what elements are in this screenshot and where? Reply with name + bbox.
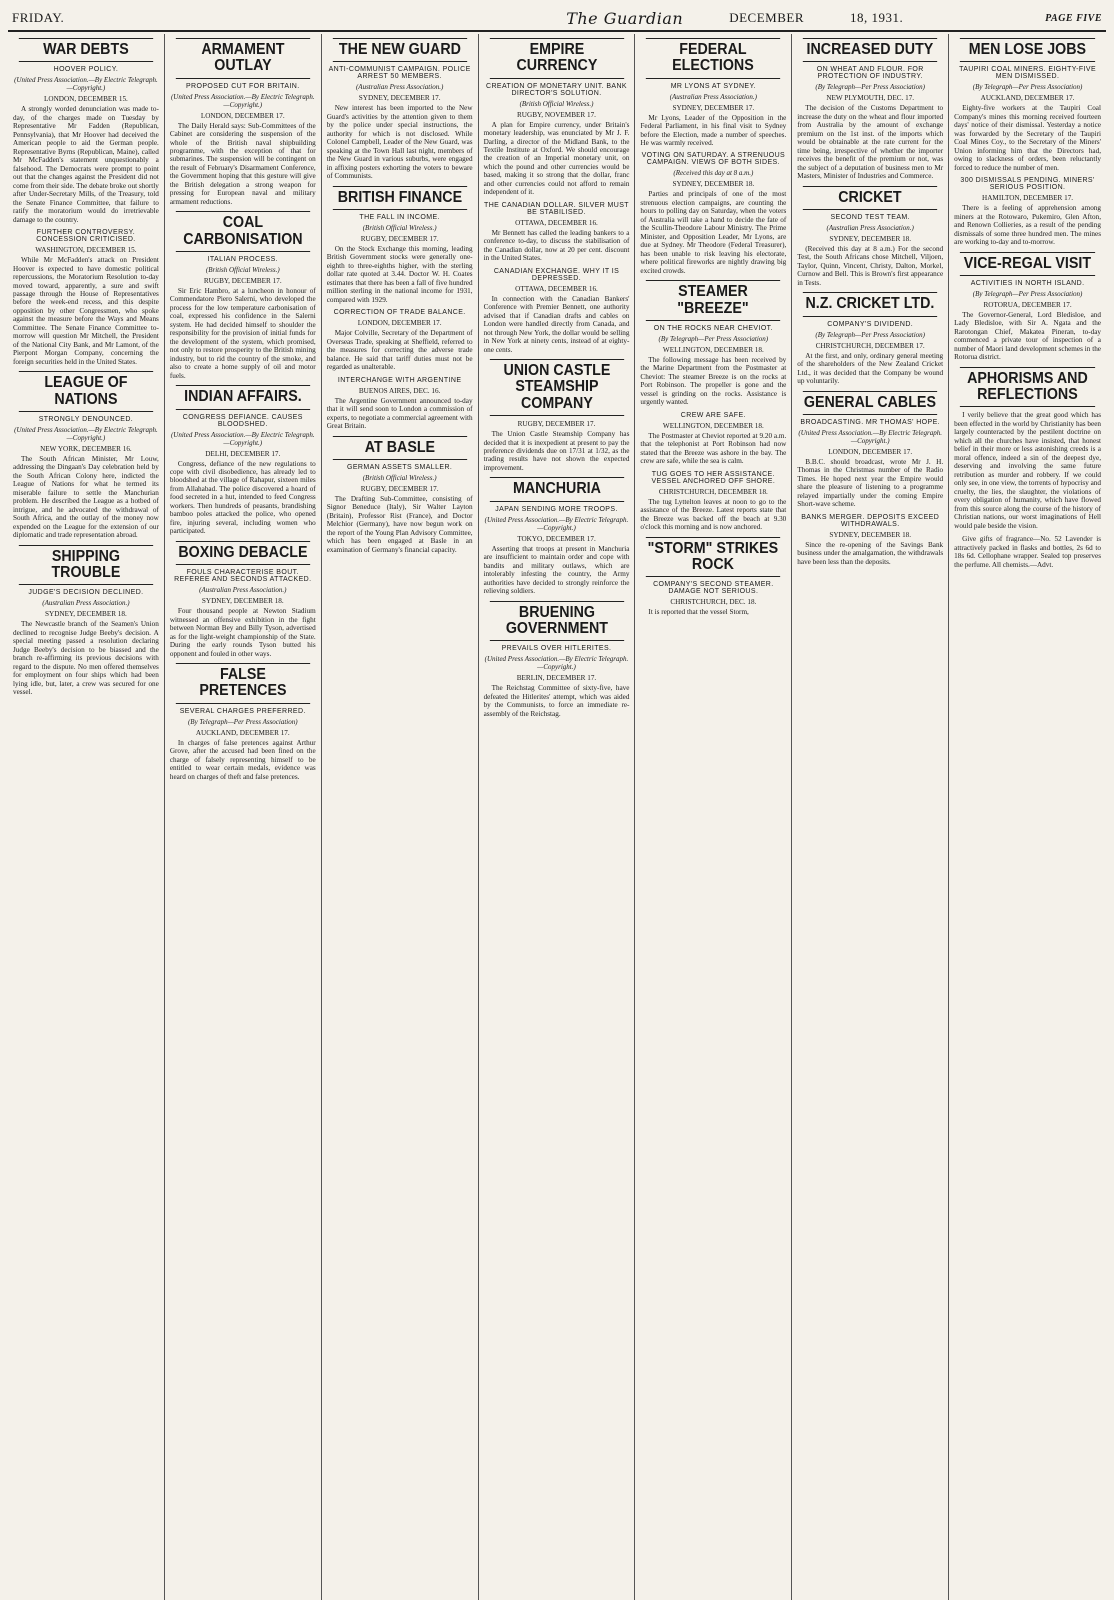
article [170,385,316,536]
article-body: It is reported that the vessel Storm, [648,608,749,617]
article-headline: THE NEW GUARD [333,38,467,62]
article-body: At the first, and only, ordinary general meeting of the shareholders of the New Zealand Cricket Ltd., it was decided that the Company be wound up voluntarily. [797,351,944,386]
article-body: A strongly worded denunciation was made to-day, of the charges made on Tuesday by Representative Mr Fadden (Republican, Pennsylvania), that Mr Hoover had deceived the American people to aid the German people. Representative Byrns (Republican, Maine), called Mr McFadden's statement unquestionably a falsehood. The Democrats were prompt to point out that the changes against the President did not come from their side. The debate broke out shortly after Under-Secretary Mills, of the Treasury, told the Senate Finance Committee, that failure to ratify the moratorium would do irretrievable damage to the country. [13,105,159,224]
article-body: There is a feeling of apprehension among miners at the Rotowaro, Pukemiro, Glen Afton, and Renown Collieries, as a result of the pending dismissals of some three hundred men. The mines are working to-day and to-morrow. [954,204,1101,247]
article-body: A plan for Empire currency, under Britain's monetary leadership, was enunciated by Mr J. F. Darling, a director of the Midland Bank, to the Textile Institute at Oxford. We should encourage the creation of an Imperial monetary unit, on which the pound and other currencies would be based, making it so strong that the dollar, franc and other currencies could not afford to remain independent of it. [483,120,630,197]
article-dateline: LONDON, DECEMBER 17. [828,447,913,456]
article-deck: BANKS MERGER. DEPOSITS EXCEED WITHDRAWALS. [801,513,940,528]
article-deck: ITALIAN PROCESS. [207,255,278,263]
article-dateline: SYDNEY, DECEMBER 17. [358,94,441,103]
article-deck: BROADCASTING. MR THOMAS' HOPE. [800,418,941,426]
article-dateline: LONDON, DECEMBER 17. [357,319,442,328]
article-deck: TUG GOES TO HER ASSISTANCE. VESSEL ANCHORED OFF SHORE. [651,470,776,485]
article-source: (Australian Press Association.) [826,223,914,232]
article-source: (By Telegraph—Per Press Association) [658,334,769,343]
article-body: B.B.C. should broadcast, wrote Mr J. H. Thomas in the Christmas number of the Radio Times. He hoped next year the Empire would share the pleasure of listening to a programme relayed impartially under the coming Empire Short-wave scheme. [797,457,944,509]
article-body: The Newcastle branch of the Seamen's Union declined to recognise Judge Beeby's decision. A special meeting passed a resolution declaring Judge Beeby's decision to be biassed and the branch re-affirming its previous decisions with regard to the dispute. No men offered themselves for employment on four ships which had been lying idle, but, later, a crew was secured for one vessel. [13,620,159,697]
article-dateline: CHRISTCHURCH, DEC. 18. [670,598,757,607]
article-source: (Australian Press Association.) [199,586,287,595]
article-source: (Australian Press Association.) [669,92,757,101]
article-headline: GENERAL CABLES [803,391,937,415]
article [640,412,786,466]
article [170,541,316,658]
article-deck: INTERCHANGE WITH ARGENTINE [337,376,462,384]
article-deck: 300 DISMISSALS PENDING. MINERS' SERIOUS POSITION. [960,177,1095,192]
article-source: (By Telegraph—Per Press Association) [815,330,925,339]
article [640,152,786,275]
article-body: The Governor-General, Lord Bledisloe, and Lady Bledisloe, with Sir A. Ngata and the Rarotongan Chief, Makatea Pineran, to-day commenced a private tour of inspection of a number of Maori land development schemes in the Rotorua district. [954,310,1101,362]
article-body: The tug Lyttelton leaves at noon to go to the assistance of the Breeze. Latest reports state that the Breeze was backed off the beach at 9.30 o'clock this morning and is now anchored. [640,497,787,532]
article-dateline: OTTAWA, DECEMBER 16. [515,284,598,293]
article-body: Parties and principals of one of the most strenuous election campaigns, are counting the hours to polling day on Saturday, when the voters of Australia will take a hand to decide the fate of the Scullin-Theodore Labour Ministry. The Prime Minister, and Opposition Leader, Mr Lyons, are due at Sydney. Mr Theodore (Federal Treasurer), has been unable to risk leaving his electorate, where political fireworks are nightly drawing big excited crowds. [640,190,787,275]
article-dateline: RUGBY, DECEMBER 17. [360,484,439,493]
article-headline: INCREASED DUTY [803,38,937,62]
article-dateline: LONDON, DECEMBER 15. [43,95,128,104]
article-dateline: BERLIN, DECEMBER 17. [516,674,597,683]
masthead-month: DECEMBER [729,10,804,25]
article-dateline: CHRISTCHURCH, DECEMBER 17. [815,341,925,350]
article-source: (By Telegraph—Per Press Association) [972,289,1083,298]
masthead-page-number: PAGE FIVE [1045,12,1102,24]
article-source: (British Official Wireless.) [362,223,437,232]
article-dateline: WELLINGTON, DECEMBER 18. [662,421,764,430]
article [954,367,1101,530]
article-body: The Drafting Sub-Committee, consisting of Signor Beneduce (Italy), Sir Walter Layton (Britain), Professor Rist (France), and Doctor Melchior (Germany), have now begun work on the report of the Young Plan Advisory Committee, which has been engaged at Basle in an examination of Germany's financial capacity. [326,494,473,554]
article-deck: SECOND TEST TEAM. [830,213,910,221]
article-dateline: SYDNEY, DECEMBER 18. [829,234,912,243]
article-dateline: SYDNEY, DECEMBER 18. [829,530,912,539]
article [327,309,473,371]
masthead-date: 18, 1931. [850,10,904,25]
column-4 [479,34,636,1600]
article-source: (United Press Association.—By Electric Telegraph.—Copyright.) [14,76,158,93]
column-3 [322,34,479,1600]
article [170,211,316,380]
article-headline: BRITISH FINANCE [333,186,467,210]
article-body: Give gifts of fragrance—No. 52 Lavender is attractively packed in flasks and bottles, 2s 6d to 18s 6d. Cellophane wrapper. Sealed top preserves the perfume. All chemists.—Advt. [954,535,1101,569]
article-source: (Received this day at 8 a.m.) [673,169,754,178]
article-source: (By Telegraph—Per Press Association) [815,83,925,92]
article-headline: MEN LOSE JOBS [960,38,1095,62]
article-source: (British Official Wireless.) [362,473,437,482]
article-body: The following message has been received by the Marine Department from the Postmaster at Cheviot: The steamer Breeze is on the rocks at Port Robinson. The propeller is gone and the vessel is grinding on the rocks. Assistance is urgently wanted. [640,355,787,407]
article-body: In charges of false pretences against Arthur Grove, after the accused had been fined on the charge of falsely representing himself to be entitled to wear certain medals, evidence was heard on charges of theft and false pretences. [169,738,316,781]
article-headline: MANCHURIA [489,477,623,501]
article-headline: VICE-REGAL VISIT [960,252,1095,276]
article [640,280,786,406]
article [13,229,159,366]
article-source: (United Press Association.—By Electric Telegraph.—Copyright.) [170,430,315,447]
article [954,177,1101,246]
article [954,535,1101,569]
article-dateline: OTTAWA, DECEMBER 16. [515,218,598,227]
article [484,477,630,595]
article-headline: ARMAMENT OUTLAY [176,38,310,79]
article-body: The Postmaster at Cheviot reported at 9.20 a.m. that the telephonist at Port Robinson had now stated that the Breeze was ashore in the bay. The crew are safe, while the sea is calm. [640,431,787,466]
masthead-paper-title: The Guardian [566,8,684,28]
article-source: (United Press Association.—By Electric Telegraph.—Copyright.) [484,655,629,672]
article-deck: COMPANY'S SECOND STEAMER. DAMAGE NOT SERIOUS. [653,581,774,596]
article-deck: FURTHER CONTROVERSY. CONCESSION CRITICISED. [36,229,136,244]
masthead-day: FRIDAY. [12,10,65,25]
article-source: (United Press Association.—By Electric Telegraph.—Copyright.) [14,425,158,442]
article-headline: N.Z. CRICKET LTD. [803,292,937,316]
column-7 [949,34,1106,1600]
article-dateline: TOKYO, DECEMBER 17. [517,534,596,543]
article-deck: ACTIVITIES IN NORTH ISLAND. [970,279,1085,287]
article-source: (United Press Association.—By Electric Telegraph.—Copyright.) [484,515,629,532]
article-source: (United Press Association.—By Electric Telegraph.—Copyright.) [798,428,943,445]
article-body: The Union Castle Steamship Company has decided that it is inexpedient at present to pay the preference dividends due on 17/31 at 1/32, as the trading results have not shown the expected improvement. [483,430,630,472]
article [170,663,316,781]
article-headline: CRICKET [803,186,937,210]
article [327,38,473,181]
article [13,545,159,697]
article-headline: LEAGUE OF NATIONS [19,371,153,412]
article-deck: MR LYONS AT SYDNEY. [670,82,756,90]
article-deck: THE CANADIAN DOLLAR. SILVER MUST BE STABILISED. [484,201,629,216]
article-deck: HOOVER POLICY. [53,66,119,74]
article-deck: SEVERAL CHARGES PREFERRED. [179,707,306,715]
article-deck: CANADIAN EXCHANGE. WHY IT IS DEPRESSED. [493,267,620,282]
article-deck: FOULS CHARACTERISE BOUT. REFEREE AND SECONDS ATTACKED. [174,569,312,584]
article-dateline: RUGBY, DECEMBER 17. [517,420,596,429]
article-dateline: SYDNEY, DECEMBER 18. [45,610,127,619]
article-body: Major Colville, Secretary of the Department of Overseas Trade, speaking at Sheffield, referred to the measures for correcting the adverse trade balance. He said that tariff duties must not be regarded as unalterable. [326,329,473,372]
article [484,359,630,472]
article-headline: WAR DEBTS [19,38,153,62]
column-grid [8,34,1106,1600]
article-deck: CREW ARE SAFE. [680,411,746,419]
article-dateline: NEW PLYMOUTH, DEC. 17. [826,94,915,103]
column-5 [635,34,792,1600]
article-deck: PREVAILS OVER HITLERITES. [501,645,612,653]
article-deck: PROPOSED CUT FOR BRITAIN. [185,82,300,90]
article-body: On the Stock Exchange this morning, leading British Government stocks were generally one-eighth to three-eighths higher, with the sterling dollar rate quoted at 3.44. Doctor W. H. Coates estimates that there has been a fall of five hundred million sterling in the national income for 1931, compared with 1929. [326,244,473,304]
article [13,371,159,539]
article-body: Sir Eric Hambro, at a luncheon in honour of Commendatore Piero Salerni, who developed the process for the low temperature carbonisation of coal, expressed his confidence in the Salerni system. He had decided himself to shoulder the responsibility for the provision of initial funds for the development of the system, which promised, not only to restore prosperity to the British mining industry, but to rid the country of the smoke, and also to create a home supply of oil and motor fuels. [169,286,316,380]
article-body: (Received this day at 8 a.m.) For the second Test, the South Africans chose Mitchell, Viljoen, Taylor, Quinn, Vincent, Christy, Dalton, Morkel, Curnow and Bell. This is Brown's first appearance in Tests. [797,244,944,287]
column-1 [8,34,165,1600]
article-headline: FEDERAL ELECTIONS [646,38,780,79]
article-body: Four thousand people at Newton Stadium witnessed an offensive exhibition in the fight between Norman Bey and Billy Tyson, advertised as for the light-weight championship of the State. During the early rounds Tyson butted his opponent and fouled in other ways. [169,607,316,658]
article [484,38,630,197]
article-dateline: BUENOS AIRES, DEC. 16. [358,386,441,395]
article-dateline: AUCKLAND, DECEMBER 17. [195,728,290,737]
article-deck: ON WHEAT AND FLOUR. FOR PROTECTION OF INDUSTRY. [816,66,924,81]
article-source: (By Telegraph—Per Press Association) [972,83,1083,92]
article [170,38,316,206]
article-headline: AT BASLE [333,436,467,460]
article-headline: SHIPPING TROUBLE [19,545,153,586]
article-deck: TAUPIRI COAL MINERS. EIGHTY-FIVE MEN DISMISSED. [959,66,1097,81]
article-dateline: RUGBY, DECEMBER 17. [360,234,439,243]
article [797,38,943,181]
article-deck: GERMAN ASSETS SMALLER. [346,463,453,471]
article-dateline: SYDNEY, DECEMBER 17. [672,103,755,112]
article [797,292,943,385]
article-dateline: RUGBY, NOVEMBER 17. [517,110,596,119]
article-headline: STEAMER "BREEZE" [646,280,780,321]
article [484,202,630,263]
article-dateline: NEW YORK, DECEMBER 16. [40,444,132,453]
article-dateline: CHRISTCHURCH, DECEMBER 18. [658,487,768,496]
article-source: (United Press Association.—By Electric Telegraph.—Copyright.) [170,92,315,109]
article-headline: BOXING DEBACLE [176,541,310,565]
article-deck: JUDGE'S DECISION DECLINED. [28,589,144,597]
article-dateline: HAMILTON, DECEMBER 17. [982,194,1074,203]
article-headline: UNION CASTLE STEAMSHIP COMPANY [489,359,623,416]
article-deck: CREATION OF MONETARY UNIT. BANK DIRECTOR'S SOLUTION. [485,82,627,97]
article [640,537,786,617]
article-headline: COAL CARBONISATION [176,211,310,252]
article [797,514,943,566]
article-dateline: RUGBY, DECEMBER 17. [203,276,282,285]
article-deck: THE FALL IN INCOME. [359,213,440,221]
masthead-center [566,9,903,28]
article-body: While Mr McFadden's attack on President Hoover is expected to have domestic political repercussions, the Moratorium Resolution to-day moved toward, apparently, a sure and swift passage through the House of Representatives before the week-end recess, and this despite opposition by other Congressmen, who spoke against the measure before the Ways and Means Committee. The Senate Finance Committee to-morrow will question Mr Mitchell, the President of the National City Bank, and Mr Lamont, of the Pierpont Morgan Company, concerning the foreign securities held in the United States. [13,256,159,366]
article-body: The Reichstag Committee of sixty-five, have defeated the Hitlerites' attempt, which was aided by the Communists, to force an immediate re-assembly of the Reichstag. [483,684,630,718]
article-source: (By Telegraph—Per Press Association) [187,717,298,726]
article-body: Mr Bennett has called the leading bankers to a conference to-day, to discuss the stabilisation of the Canadian dollar, now at 20 per cent. discount in the United States. [483,228,630,263]
article-body: Mr Lyons, Leader of the Opposition in the Federal Parliament, in his final visit to Sydney before the Election, made a number of speeches. He was warmly received. [640,113,787,147]
article-source: (Australian Press Association.) [355,83,444,92]
article-deck: ANTI-COMMUNIST CAMPAIGN. POLICE ARREST 50 MEMBERS. [328,66,471,81]
article-source: (British Official Wireless.) [205,265,280,274]
article-body: The Argentine Government announced to-day that it will send soon to London a commission of experts, to negotiate a commercial agreement with Great Britain. [326,396,473,431]
article-body: Congress, defiance of the new regulations to cope with civil disobedience, has already led to bloodshed at the village of Rahapur, sixteen miles from Allahabad. The police discovered a hoard of food secreted in a hut, intended to feed Congress workers. Then hundreds of peasants, brandishing bamboo poles attacked the police, who opened fire, injuring several, including women who participated. [169,459,316,536]
article-headline: "STORM" STRIKES ROCK [646,537,780,578]
article-deck: STRONGLY DENOUNCED. [38,415,134,423]
article [13,38,159,224]
article-headline: APHORISMS AND REFLECTIONS [960,367,1095,408]
article [327,186,473,305]
column-6 [792,34,949,1600]
article-deck: CORRECTION OF TRADE BALANCE. [333,309,466,317]
article [327,436,473,555]
masthead [8,6,1106,32]
article [640,471,786,532]
article-body: Eighty-five workers at the Taupiri Coal Company's mines this morning received fourteen days' notice of their dismissal. Yesterday a notice was forwarded by the Secretary of the Taupiri Coal Mines Coy., to the Secretary of the Miners' Union informing him that the Directors had, owing to slackness of orders, been reluctantly forced to reduce the number of men. [954,104,1101,172]
article-body: Asserting that troops at present in Manchuria are insufficient to maintain order and cope with bandits and military outlaws, which are intolerably infesting the country, the Army authorities have decided to strongly reinforce the relieving soldiers. [483,544,630,596]
article-dateline: AUCKLAND, DECEMBER 17. [980,94,1075,103]
article-body: In connection with the Canadian Bankers' Conference with Premier Bennett, one authority advised that if Canadian drafts and cables on London were handled directly from Canada, and not through New York, the dollar would be selling in New York at ninety cents, instead of at eighty-one cents. [483,294,630,354]
article-deck: ON THE ROCKS NEAR CHEVIOT. [653,324,773,332]
article-body: The South African Minister, Mr Louw, addressing the Dingaan's Day celebration held by the South African Colony here, indicted the League of Nations for what he termed its miserable failure to settle the Manchurian problem. He described the League as a hotbed of intrigue, and he advocated the withdrawal of South Africa, and the outlay of the money now expended on the League for the extension of our diplomatic and trade representation abroad. [13,454,159,540]
article-dateline: SYDNEY, DECEMBER 18. [672,180,755,189]
article [797,391,943,509]
article [954,38,1101,172]
article-dateline: WASHINGTON, DECEMBER 15. [35,246,137,255]
article [954,252,1101,362]
article-body: New interest has been imported to the New Guard's activities by the attention given to them by the police under special instructions, the authority for which is not disclosed. While Colonel Campbell, Leader of the New Guard, was speaking at the Town Hall last night, members of the New Guard in various suburbs, were engaged in affixing posters exhorting the voters to beware of Communists. [326,104,473,181]
article-source: (Australian Press Association.) [42,599,130,608]
article-source: (British Official Wireless.) [519,99,594,108]
article-deck: VOTING ON SATURDAY. A STRENUOUS CAMPAIGN. VIEWS OF BOTH SIDES. [641,152,786,167]
column-2 [165,34,322,1600]
article-body: I verily believe that the great good which has been effected in the world by Christianity has been largely counteracted by the pestilent doctrine on which all the churches have insisted, that honest belief in their more or less astonishing creeds is a moral offence, indeed a sin of the deepest dye, deserving and involving the same future retribution as murder and robbery. If we could only see, in one view, the torrents of hypocrisy and cruelty, the lies, the slaughter, the violations of every obligation of humanity, which have flowed from this source along the course of the history of Christian nations, our worst imaginations of Hell would pale beside the vision. [954,411,1101,530]
article-body: Since the re-opening of the Savings Bank business under the amalgamation, the withdrawals have been less than the deposits. [797,540,944,566]
article [484,268,630,354]
article-deck: JAPAN SENDING MORE TROOPS. [495,505,618,513]
article-headline: INDIAN AFFAIRS. [176,385,310,409]
article-body: The decision of the Customs Department to increase the duty on the wheat and flour imported from Australia by the amount of exchange premium on the 1st inst. of the imports which would be obtainable at the rate current for the time being, irrespective of whether the importer receives the benefit of the premium or not, was the subject of a deputation of business men to Mr Masters, Minister of Industries and Commerce. [797,104,944,181]
article [640,38,786,147]
article-body: The Daily Herald says: Sub-Committees of the Cabinet are considering the suspension of the whole of the British naval shipbuilding programme, with the exception of that for submarines. The suspension will be contingent on the result of February's Disarmament Conference, the Government hoping that this gesture will give the British delegation a strong weapon for pressing for European naval and military armament reductions. [169,121,316,206]
article-dateline: SYDNEY, DECEMBER 18. [201,597,284,606]
article-headline: FALSE PRETENCES [176,663,310,704]
article [797,186,943,288]
article [327,377,473,431]
article-deck: COMPANY'S DIVIDEND. [827,320,914,328]
article-dateline: LONDON, DECEMBER 17. [200,111,285,120]
article [484,601,630,718]
article-headline: BRUENING GOVERNMENT [489,601,623,642]
article-dateline: DELHI, DECEMBER 17. [205,449,281,458]
article-headline: EMPIRE CURRENCY [489,38,623,79]
article-dateline: WELLINGTON, DECEMBER 18. [662,345,764,354]
article-deck: CONGRESS DEFIANCE. CAUSES BLOODSHED. [182,413,303,428]
article-dateline: ROTORUA, DECEMBER 17. [983,300,1072,309]
